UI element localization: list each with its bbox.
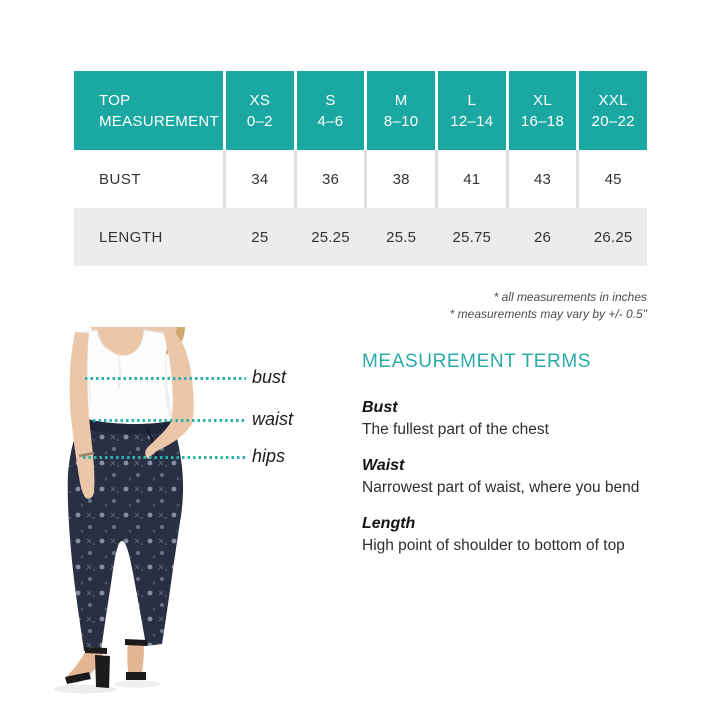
size-name: S bbox=[325, 91, 336, 109]
header-cell-l bbox=[438, 71, 506, 150]
size-name: M bbox=[394, 91, 408, 109]
header-cell-s bbox=[297, 71, 365, 150]
length-value-l: 25.75 bbox=[438, 208, 506, 266]
left-shoe-ankle-strap bbox=[85, 647, 107, 654]
header-cell-xs bbox=[226, 71, 294, 150]
size-range: 4–6 bbox=[317, 112, 344, 130]
header-cell-m bbox=[367, 71, 435, 150]
table-row-length bbox=[74, 208, 647, 266]
length-value-xxl: 26.25 bbox=[579, 208, 647, 266]
waist-measure-line bbox=[93, 419, 246, 422]
footnotes bbox=[450, 289, 647, 323]
bust-value-xxl: 45 bbox=[579, 150, 647, 208]
length-value-s: 25.25 bbox=[297, 208, 365, 266]
length-value-m: 25.5 bbox=[367, 208, 435, 266]
bust-value-xs: 34 bbox=[226, 150, 294, 208]
term-description: High point of shoulder to bottom of top bbox=[362, 537, 625, 554]
table-row-bust bbox=[74, 150, 647, 208]
right-shoe-ankle-strap bbox=[125, 639, 147, 646]
term-bust bbox=[362, 397, 692, 440]
size-chart-header-row bbox=[74, 71, 647, 150]
size-range: 12–14 bbox=[450, 112, 494, 130]
bust-measure-line bbox=[85, 377, 246, 380]
header-cell-xl bbox=[509, 71, 577, 150]
bust-label: bust bbox=[252, 367, 287, 387]
term-description: Narrowest part of waist, where you bend bbox=[362, 479, 640, 496]
size-name: XL bbox=[533, 91, 552, 109]
bust-value-xl: 43 bbox=[509, 150, 577, 208]
length-value-xl: 26 bbox=[509, 208, 577, 266]
bust-value-m: 38 bbox=[367, 150, 435, 208]
term-description: The fullest part of the chest bbox=[362, 421, 549, 438]
term-name: Bust bbox=[362, 399, 398, 416]
size-range: 8–10 bbox=[383, 112, 419, 130]
length-value-xs: 25 bbox=[226, 208, 294, 266]
size-range: 20–22 bbox=[591, 112, 635, 130]
footnote-tolerance: * measurements may vary by +/- 0.5" bbox=[449, 307, 647, 321]
size-range: 0–2 bbox=[246, 112, 273, 130]
footnote-units: * all measurements in inches bbox=[493, 290, 647, 304]
model-photo bbox=[25, 327, 240, 700]
header-cell-xxl bbox=[579, 71, 647, 150]
size-name: XXL bbox=[598, 91, 628, 109]
bust-value-s: 36 bbox=[297, 150, 365, 208]
size-name: XS bbox=[249, 91, 271, 109]
term-length bbox=[362, 513, 692, 556]
waist-label: waist bbox=[252, 409, 294, 429]
row-label-length: LENGTH bbox=[74, 208, 223, 266]
size-name: L bbox=[467, 91, 477, 109]
hips-label: hips bbox=[252, 446, 286, 466]
measurement-terms-section bbox=[362, 351, 692, 571]
row-label-bust: BUST bbox=[74, 150, 223, 208]
term-waist bbox=[362, 455, 692, 498]
measurement-terms-title: MEASUREMENT TERMS bbox=[362, 351, 592, 372]
corner-header-label: TOP MEASUREMENT bbox=[99, 91, 219, 130]
size-range: 16–18 bbox=[520, 112, 565, 130]
bust-value-l: 41 bbox=[438, 150, 506, 208]
floor-shadow bbox=[114, 680, 160, 688]
right-shoe-toe-strap bbox=[126, 672, 146, 680]
term-name: Length bbox=[362, 515, 416, 532]
left-shoe-heel bbox=[95, 655, 110, 688]
size-chart-table bbox=[74, 71, 647, 266]
term-name: Waist bbox=[362, 457, 405, 474]
corner-header-cell bbox=[74, 71, 223, 150]
hips-measure-line bbox=[83, 456, 246, 459]
